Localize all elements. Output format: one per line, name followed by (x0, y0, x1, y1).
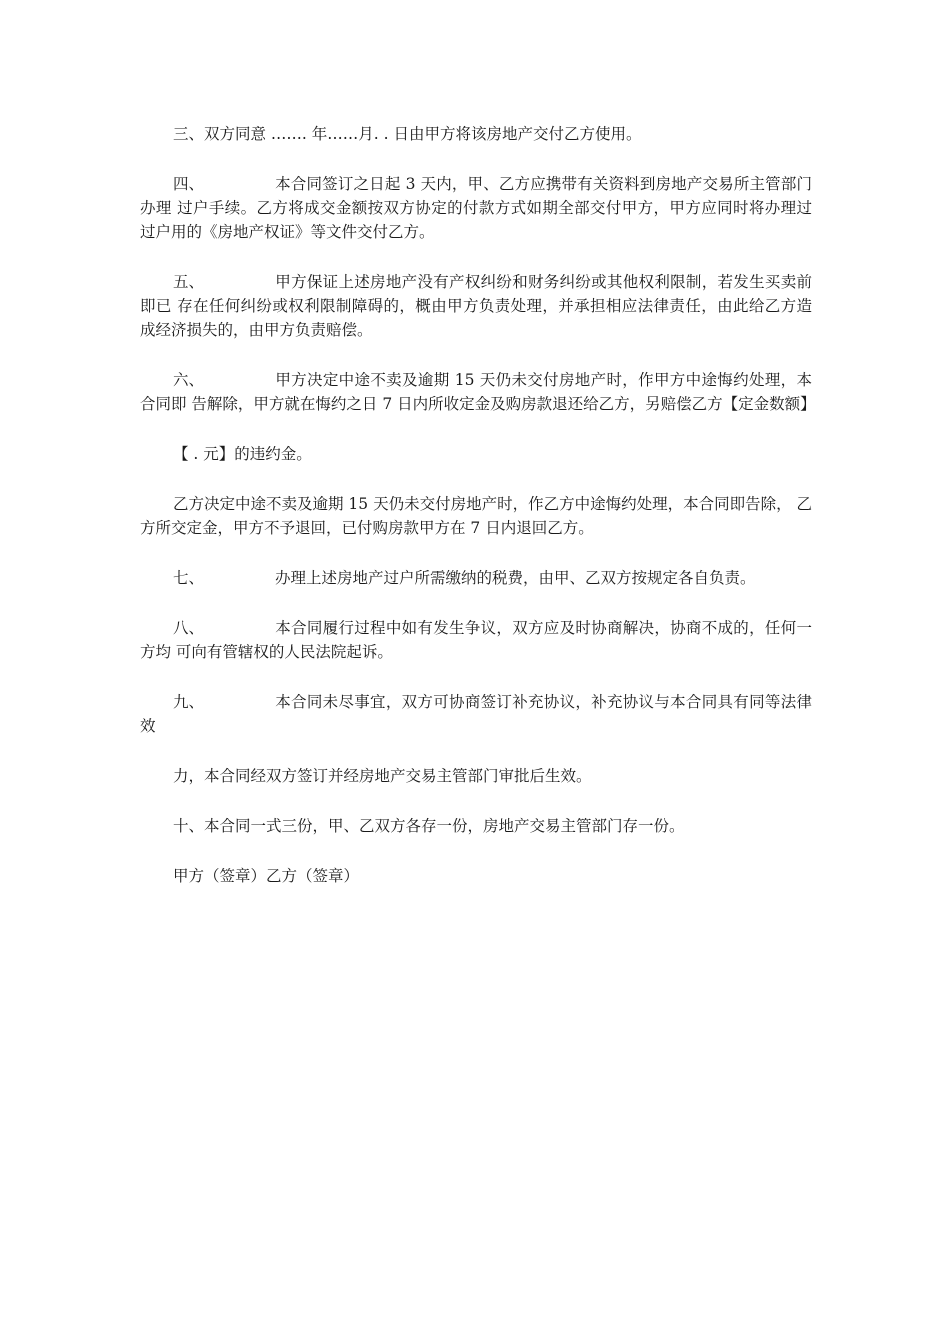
clause-7 (140, 566, 812, 590)
clause-6-penalty-text: 【 . 元】的违约金。 (173, 445, 312, 463)
clause-6-text: 甲方决定中途不卖及逾期 15 天仍未交付房地产时，作甲方中途悔约处理，本合同即 告解除，甲方就在悔约之日 7 日内所收定金及购房款退还给乙方，另赔偿乙方【定金数额】 (140, 371, 816, 413)
clause-6-party-b-text: 乙方决定中途不卖及逾期 15 天仍未交付房地产时，作乙方中途悔约处理，本合同即告除， 乙方所交定金，甲方不予退回，已付购房款甲方在 7 日内退回乙方。 (140, 495, 813, 537)
clause-7-text: 办理上述房地产过户所需缴纳的税费，由甲、乙双方按规定各自负责。 (275, 569, 756, 587)
clause-5-number: 五、 (173, 273, 205, 291)
clause-9 (140, 690, 812, 738)
clause-4 (140, 172, 812, 244)
clause-4-text: 本合同签订之日起 3 天内，甲、乙方应携带有关资料到房地产交易所主管部门办理 过户手续。乙方将成交金额按双方协定的付款方式如期全部交付甲方，甲方应同时将办理过 过户用的《房地产权证》等文件交付乙方。 (140, 175, 812, 241)
clause-4-number: 四、 (173, 175, 205, 193)
clause-8-number: 八、 (173, 619, 205, 637)
signature-line (140, 864, 812, 888)
clause-5 (140, 270, 812, 342)
clause-3-text: 三、双方同意 ……. 年……月. . 日由甲方将该房地产交付乙方使用。 (173, 125, 642, 143)
clause-6 (140, 368, 816, 416)
clause-6-number: 六、 (173, 371, 205, 389)
clause-10-text: 十、本合同一式三份，甲、乙双方各存一份，房地产交易主管部门存一份。 (173, 817, 685, 835)
signature-text: 甲方（签章）乙方（签章） (173, 867, 360, 885)
clause-5-text: 甲方保证上述房地产没有产权纠纷和财务纠纷或其他权利限制，若发生买卖前即已 存在任何纠纷或权利限制障碍的，概由甲方负责处理，并承担相应法律责任，由此给乙方造 成经济损失的，由甲方负责赔偿。 (140, 273, 812, 339)
clause-9-cont-text: 力，本合同经双方签订并经房地产交易主管部门审批后生效。 (173, 767, 592, 785)
clause-10 (140, 814, 812, 838)
clause-8 (140, 616, 812, 664)
clause-9-number: 九、 (173, 693, 205, 711)
clause-7-number: 七、 (173, 569, 205, 587)
clause-6-party-b (140, 492, 812, 540)
clause-9-continuation (140, 764, 812, 788)
clause-9-text: 本合同未尽事宜，双方可协商签订补充协议，补充协议与本合同具有同等法律效 (140, 693, 812, 735)
contract-page (140, 122, 816, 914)
clause-3 (140, 122, 812, 146)
clause-6-continuation (140, 442, 812, 466)
clause-8-text: 本合同履行过程中如有发生争议，双方应及时协商解决，协商不成的，任何一方均 可向有管辖权的人民法院起诉。 (140, 619, 812, 661)
